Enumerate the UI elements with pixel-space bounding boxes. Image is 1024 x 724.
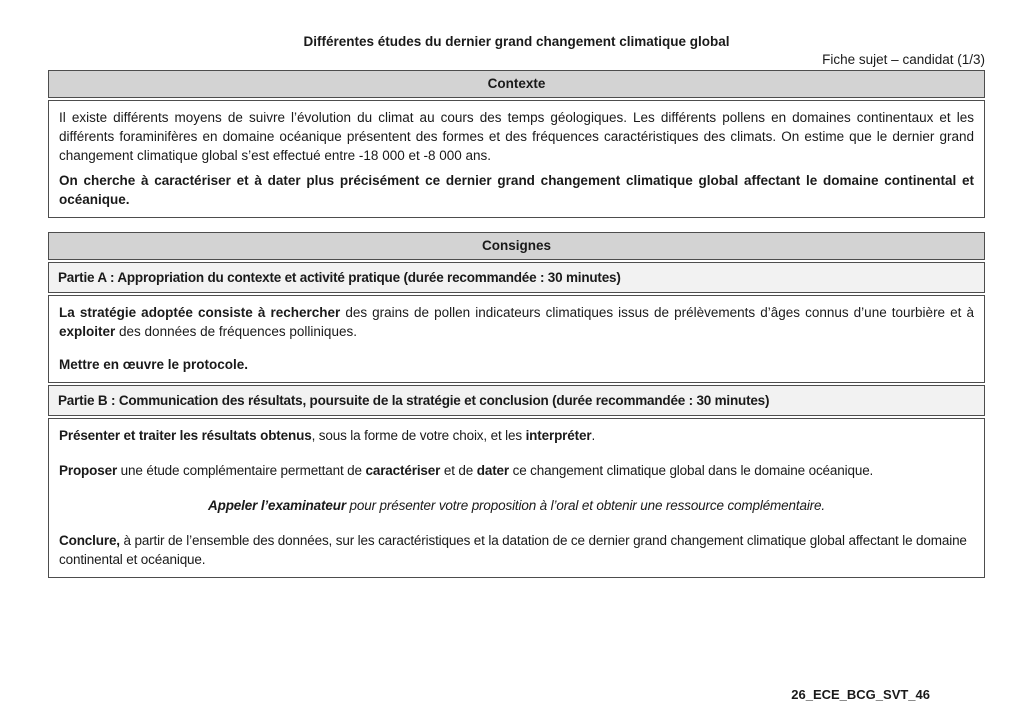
propose-instruction: Proposer une étude complémentaire permettant de caractériser et de dater ce changement climatique global dans le domaine océanique.	[59, 463, 874, 478]
examiner-call-instruction: Appeler l’examinateur pour présenter votre proposition à l’oral et obtenir une ressource complémentaire.	[208, 498, 825, 513]
consignes-header: Consignes	[48, 232, 985, 260]
contexte-body	[48, 100, 985, 218]
partie-b-header: Partie B : Communication des résultats, poursuite de la stratégie et conclusion (durée recommandée : 30 minutes)	[48, 385, 985, 416]
document-code: 26_ECE_BCG_SVT_46	[791, 687, 930, 702]
contexte-header: Contexte	[48, 70, 985, 98]
conclude-instruction: Conclure, à partir de l’ensemble des données, sur les caractéristiques et la datation de ce dernier grand changement climatique global affectant le domaine continental et océanique.	[59, 533, 967, 567]
partie-a-body	[48, 295, 985, 383]
contexte-objective: On cherche à caractériser et à dater plus précisément ce dernier grand changement climatique global affectant le domaine continental et océanique.	[59, 173, 974, 207]
contexte-section	[48, 70, 985, 218]
present-instruction: Présenter et traiter les résultats obtenus, sous la forme de votre choix, et les interpréter.	[59, 428, 596, 443]
sheet-label: Fiche sujet – candidat (1/3)	[822, 52, 985, 67]
strategy-paragraph: La stratégie adoptée consiste à rechercher des grains de pollen indicateurs climatiques issus de prélèvements d’âges connus d’une tourbière et à exploiter des données de fréquences polliniques.	[59, 305, 974, 339]
document-title: Différentes études du dernier grand changement climatique global	[303, 34, 730, 49]
partie-a-header: Partie A : Appropriation du contexte et activité pratique (durée recommandée : 30 minutes)	[48, 262, 985, 293]
partie-b-body	[48, 418, 985, 578]
contexte-paragraph: Il existe différents moyens de suivre l’évolution du climat au cours des temps géologiques. Les différents pollens en domaines continentaux et les différents foraminifères en domaine océanique présentent des formes et des fréquences caractéristiques des climats. On estime que le dernier grand changement climatique global s’est effectué entre -18 000 et -8 000 ans.	[59, 110, 974, 163]
protocol-instruction: Mettre en œuvre le protocole.	[59, 357, 249, 372]
consignes-section	[48, 232, 985, 578]
